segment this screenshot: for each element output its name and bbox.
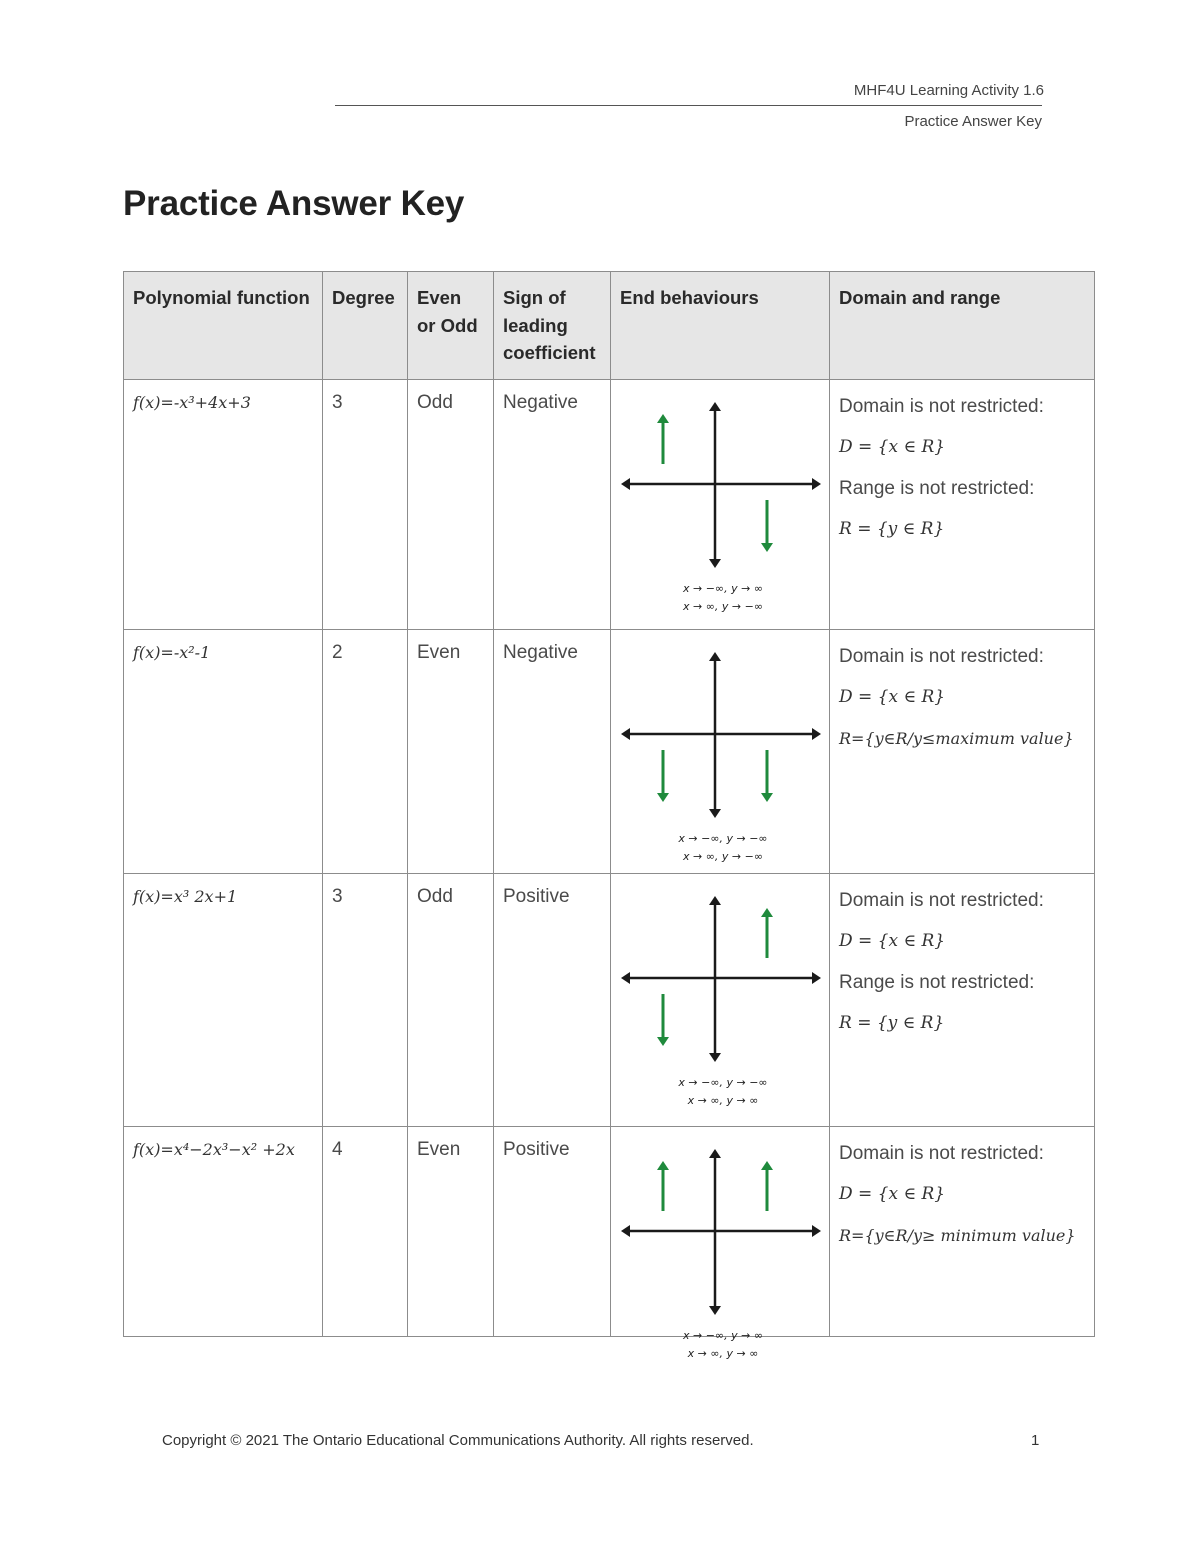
end-behaviour-left-label: x → −∞, y → ∞ <box>683 1328 763 1342</box>
x-axis-arrow-left <box>621 478 630 490</box>
degree-cell: 2 <box>323 629 408 873</box>
degree-cell: 4 <box>323 1126 408 1336</box>
range-label: Range is not restricted: <box>839 971 1035 993</box>
end-behaviour-right-label: x → ∞, y → ∞ <box>687 1093 759 1107</box>
end-behaviour-cell <box>611 1126 830 1360</box>
polynomial-function: f(x)=x⁴−2x³−x² +2x <box>133 1139 295 1159</box>
left-end-arrow-head <box>657 1037 669 1046</box>
sign-cell: Positive <box>494 1126 611 1336</box>
domain-label: Domain is not restricted: <box>839 645 1044 667</box>
copyright-footer: Copyright © 2021 The Ontario Educational Communications Authority. All rights reserved. <box>162 1432 754 1449</box>
sign-cell: Positive <box>494 873 611 1126</box>
function-cell <box>124 379 323 629</box>
column-header-domain-range: Domain and range <box>830 272 1095 380</box>
end-behaviour-left-label: x → −∞, y → −∞ <box>678 1075 768 1089</box>
end-behaviour-diagram <box>611 874 829 1127</box>
even-odd-cell: Odd <box>408 873 494 1126</box>
sign-cell: Negative <box>494 379 611 629</box>
range-set: R = {y ∈ R} <box>839 518 945 539</box>
end-behaviour-cell <box>611 379 830 629</box>
domain-label: Domain is not restricted: <box>839 1142 1044 1164</box>
left-end-arrow-head <box>657 414 669 423</box>
domain-range-cell <box>830 629 1095 873</box>
x-axis-arrow-right <box>812 1225 821 1237</box>
y-axis-arrow-down <box>709 1306 721 1315</box>
y-axis-arrow-down <box>709 1053 721 1062</box>
x-axis-arrow-left <box>621 728 630 740</box>
right-end-arrow-head <box>761 543 773 552</box>
end-behaviour-left-label: x → −∞, y → −∞ <box>678 831 768 845</box>
polynomial-function: f(x)=x³ 2x+1 <box>133 886 238 906</box>
left-end-arrow-head <box>657 793 669 802</box>
column-header-function: Polynomial function <box>124 272 323 380</box>
degree-cell: 3 <box>323 873 408 1126</box>
y-axis-arrow-up <box>709 402 721 411</box>
even-odd-cell: Odd <box>408 379 494 629</box>
column-header-sign: Sign of leading coefficient <box>494 272 611 380</box>
column-header-even-odd: Even or Odd <box>408 272 494 380</box>
table-header-row <box>124 272 1095 380</box>
x-axis-arrow-right <box>812 972 821 984</box>
y-axis-arrow-down <box>709 559 721 568</box>
header-divider <box>335 105 1042 106</box>
polynomial-function: f(x)=-x²-1 <box>133 642 211 662</box>
sign-cell: Negative <box>494 629 611 873</box>
table-row <box>124 1126 1095 1336</box>
domain-range-cell <box>830 1126 1095 1336</box>
end-behaviour-right-label: x → ∞, y → −∞ <box>683 599 763 613</box>
end-behaviour-diagram <box>611 1127 829 1360</box>
domain-set: D = {x ∈ R} <box>839 436 946 457</box>
polynomial-function: f(x)=-x³+4x+3 <box>133 392 251 412</box>
table-row <box>124 629 1095 873</box>
end-behaviour-left-label: x → −∞, y → ∞ <box>683 581 763 595</box>
column-header-end-behaviours: End behaviours <box>611 272 830 380</box>
end-behaviour-diagram <box>611 630 829 874</box>
y-axis-arrow-up <box>709 652 721 661</box>
header-subtitle: Practice Answer Key <box>904 113 1042 130</box>
domain-label: Domain is not restricted: <box>839 889 1044 911</box>
x-axis-arrow-left <box>621 972 630 984</box>
left-end-arrow-head <box>657 1161 669 1170</box>
domain-set: D = {x ∈ R} <box>839 930 946 951</box>
x-axis-arrow-left <box>621 1225 630 1237</box>
y-axis-arrow-up <box>709 896 721 905</box>
range-set: R={y∈R/y≥ minimum value} <box>839 1225 1076 1245</box>
column-header-degree: Degree <box>323 272 408 380</box>
answer-key-table <box>123 271 1095 1360</box>
domain-set: D = {x ∈ R} <box>839 1183 946 1204</box>
table-row <box>124 379 1095 629</box>
domain-range-cell <box>830 873 1095 1126</box>
even-odd-cell: Even <box>408 1126 494 1336</box>
y-axis-arrow-down <box>709 809 721 818</box>
domain-label: Domain is not restricted: <box>839 395 1044 417</box>
even-odd-cell: Even <box>408 629 494 873</box>
page-title: Practice Answer Key <box>123 184 465 223</box>
x-axis-arrow-right <box>812 478 821 490</box>
range-label: Range is not restricted: <box>839 477 1035 499</box>
header-activity-title: MHF4U Learning Activity 1.6 <box>853 82 1044 99</box>
range-set: R = {y ∈ R} <box>839 1012 945 1033</box>
end-behaviour-right-label: x → ∞, y → −∞ <box>683 849 763 863</box>
end-behaviour-cell <box>611 629 830 873</box>
function-cell <box>124 629 323 873</box>
end-behaviour-right-label: x → ∞, y → ∞ <box>687 1346 759 1360</box>
domain-set: D = {x ∈ R} <box>839 686 946 707</box>
domain-range-cell <box>830 379 1095 629</box>
end-behaviour-cell <box>611 873 830 1126</box>
y-axis-arrow-up <box>709 1149 721 1158</box>
range-set: R={y∈R/y≤maximum value} <box>839 728 1074 748</box>
x-axis-arrow-right <box>812 728 821 740</box>
page-number: 1 <box>1031 1432 1040 1449</box>
right-end-arrow-head <box>761 793 773 802</box>
end-behaviour-diagram <box>611 380 829 630</box>
degree-cell: 3 <box>323 379 408 629</box>
function-cell <box>124 1126 323 1336</box>
right-end-arrow-head <box>761 1161 773 1170</box>
function-cell <box>124 873 323 1126</box>
right-end-arrow-head <box>761 908 773 917</box>
table-row <box>124 873 1095 1126</box>
